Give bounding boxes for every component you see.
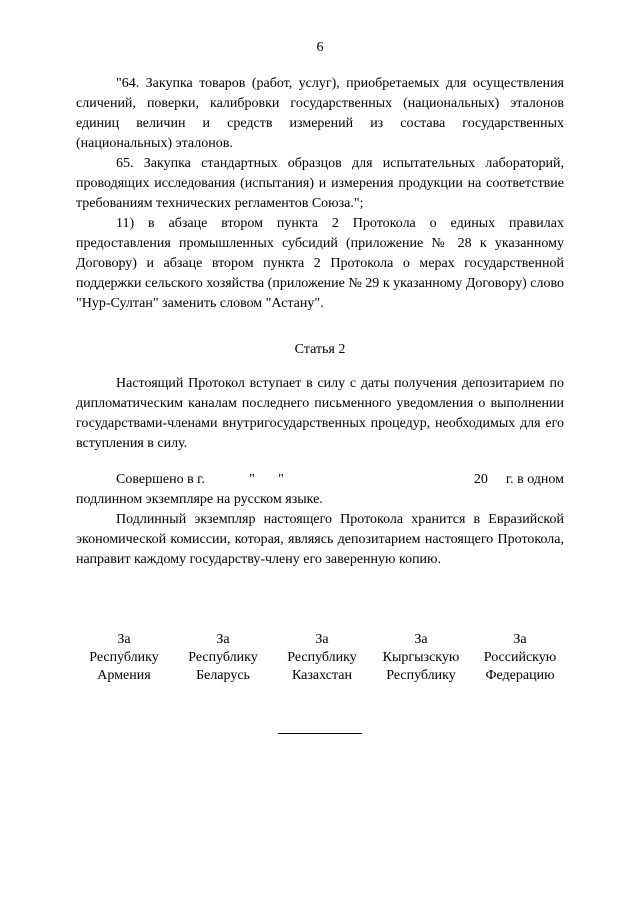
signature-russia [476, 631, 564, 685]
signature-line-2: Российскую [483, 650, 557, 665]
signature-for: За [216, 632, 230, 647]
done-quote-close: " [278, 472, 284, 487]
signature-line-3: Казахстан [292, 668, 352, 683]
signature-line-2: Республику [188, 650, 258, 665]
page-number: 6 [316, 40, 324, 55]
paragraph-item-64: "64. Закупка товаров (работ, услуг), приобретаемых для осуществления сличений, поверки, калибровки государственных (национальных) эталонов единиц величин и средств измерений из состава государственных (национальных) эталонов. [76, 76, 564, 151]
article-title: Статья 2 [294, 342, 346, 357]
signature-line-3: Беларусь [196, 668, 250, 683]
paragraph-item-65: 65. Закупка стандартных образцов для испытательных лабораторий, проводящих исследования (испытания) и измерения продукции на соответствие требованиям технических регламентов Союза."; [76, 156, 564, 211]
signature-line-3: Республику [386, 668, 456, 683]
signature-for: За [315, 632, 329, 647]
done-line-2: подлинном экземпляре на русском языке. [76, 492, 323, 507]
signature-for: За [513, 632, 527, 647]
done-part-1: Совершено в г. [116, 472, 205, 487]
signature-line-3: Федерацию [485, 668, 555, 683]
signature-for: За [414, 632, 428, 647]
done-year: 20 [473, 472, 488, 487]
signature-belarus [179, 631, 267, 685]
signature-kyrgyzstan [377, 631, 465, 685]
original-copy-paragraph: Подлинный экземпляр настоящего Протокола хранится в Евразийской экономической комиссии, которая, являясь депозитарием настоящего Протокола, направит каждому государству-члену его заверенную копию. [76, 512, 564, 567]
article-body: Настоящий Протокол вступает в силу с даты получения депозитарием по дипломатическим каналам последнего письменного уведомления о выполнении государствами-членами внутригосударственных процедур, необходимых для его вступления в силу. [76, 376, 564, 451]
done-quote-open: " [249, 472, 255, 487]
signature-line-2: Кыргызскую [382, 650, 460, 665]
end-divider [278, 733, 362, 734]
done-part-5: г. в одном [505, 472, 564, 487]
signature-block [80, 631, 564, 685]
signature-for: За [117, 632, 131, 647]
signature-line-2: Республику [287, 650, 357, 665]
signature-armenia [80, 631, 168, 685]
paragraph-item-11: 11) в абзаце втором пункта 2 Протокола о единых правилах предоставления промышленных субсидий (приложение № 28 к указанному Договору) и абзаце втором пункта 2 Протокола о мерах государственной поддержки сельского хозяйства (приложение № 29 к указанному Договору) слово "Нур-Султан" заменить словом "Астану". [76, 216, 564, 311]
signature-line-3: Армения [97, 668, 151, 683]
document-body [76, 74, 564, 570]
done-line [76, 470, 564, 490]
signature-kazakhstan [278, 631, 366, 685]
signature-line-2: Республику [89, 650, 159, 665]
